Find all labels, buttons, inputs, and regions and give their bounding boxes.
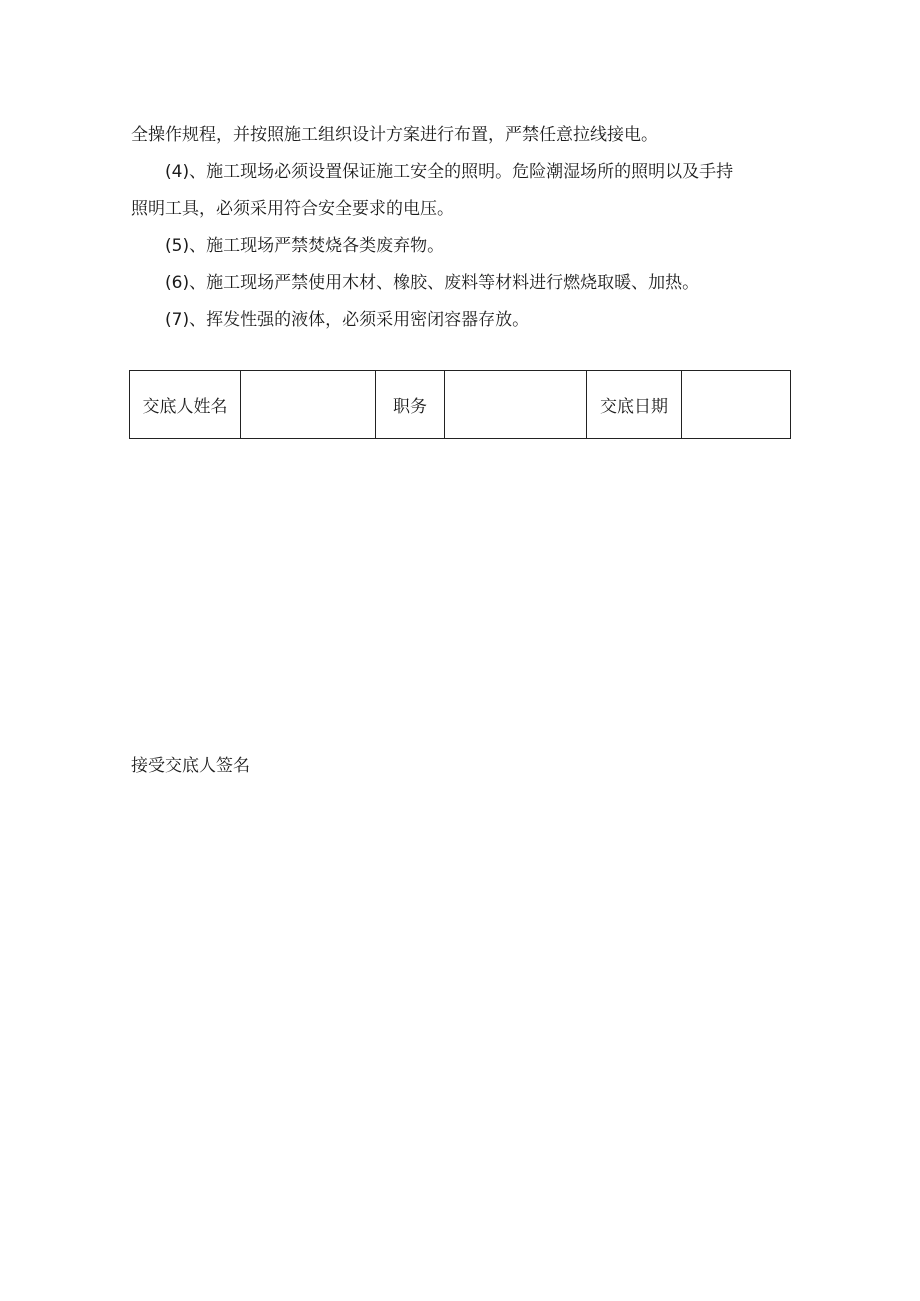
- handover-table: [129, 370, 791, 439]
- discloser-name-label: 交底人姓名: [130, 371, 241, 439]
- paragraph-item-4-line-1: (4)、施工现场必须设置保证施工安全的照明。危险潮湿场所的照明以及手持: [165, 162, 734, 182]
- paragraph-item-5: (5)、施工现场严禁焚烧各类废弃物。: [165, 236, 445, 256]
- discloser-name-cell[interactable]: [241, 371, 376, 439]
- paragraph-item-6: (6)、施工现场严禁使用木材、橡胶、废料等材料进行燃烧取暖、加热。: [165, 273, 700, 293]
- position-label: 职务: [376, 371, 445, 439]
- paragraph-item-7: (7)、挥发性强的液体，必须采用密闭容器存放。: [165, 310, 530, 330]
- paragraph-line-1: 全操作规程，并按照施工组织设计方案进行布置，严禁任意拉线接电。: [131, 125, 658, 145]
- disclosure-date-label: 交底日期: [587, 371, 682, 439]
- paragraph-item-4-line-2: 照明工具，必须采用符合安全要求的电压。: [131, 199, 454, 219]
- position-cell[interactable]: [445, 371, 587, 439]
- table-row: [130, 371, 791, 439]
- disclosure-date-cell[interactable]: [682, 371, 791, 439]
- receiver-signature-label: 接受交底人签名: [131, 756, 250, 776]
